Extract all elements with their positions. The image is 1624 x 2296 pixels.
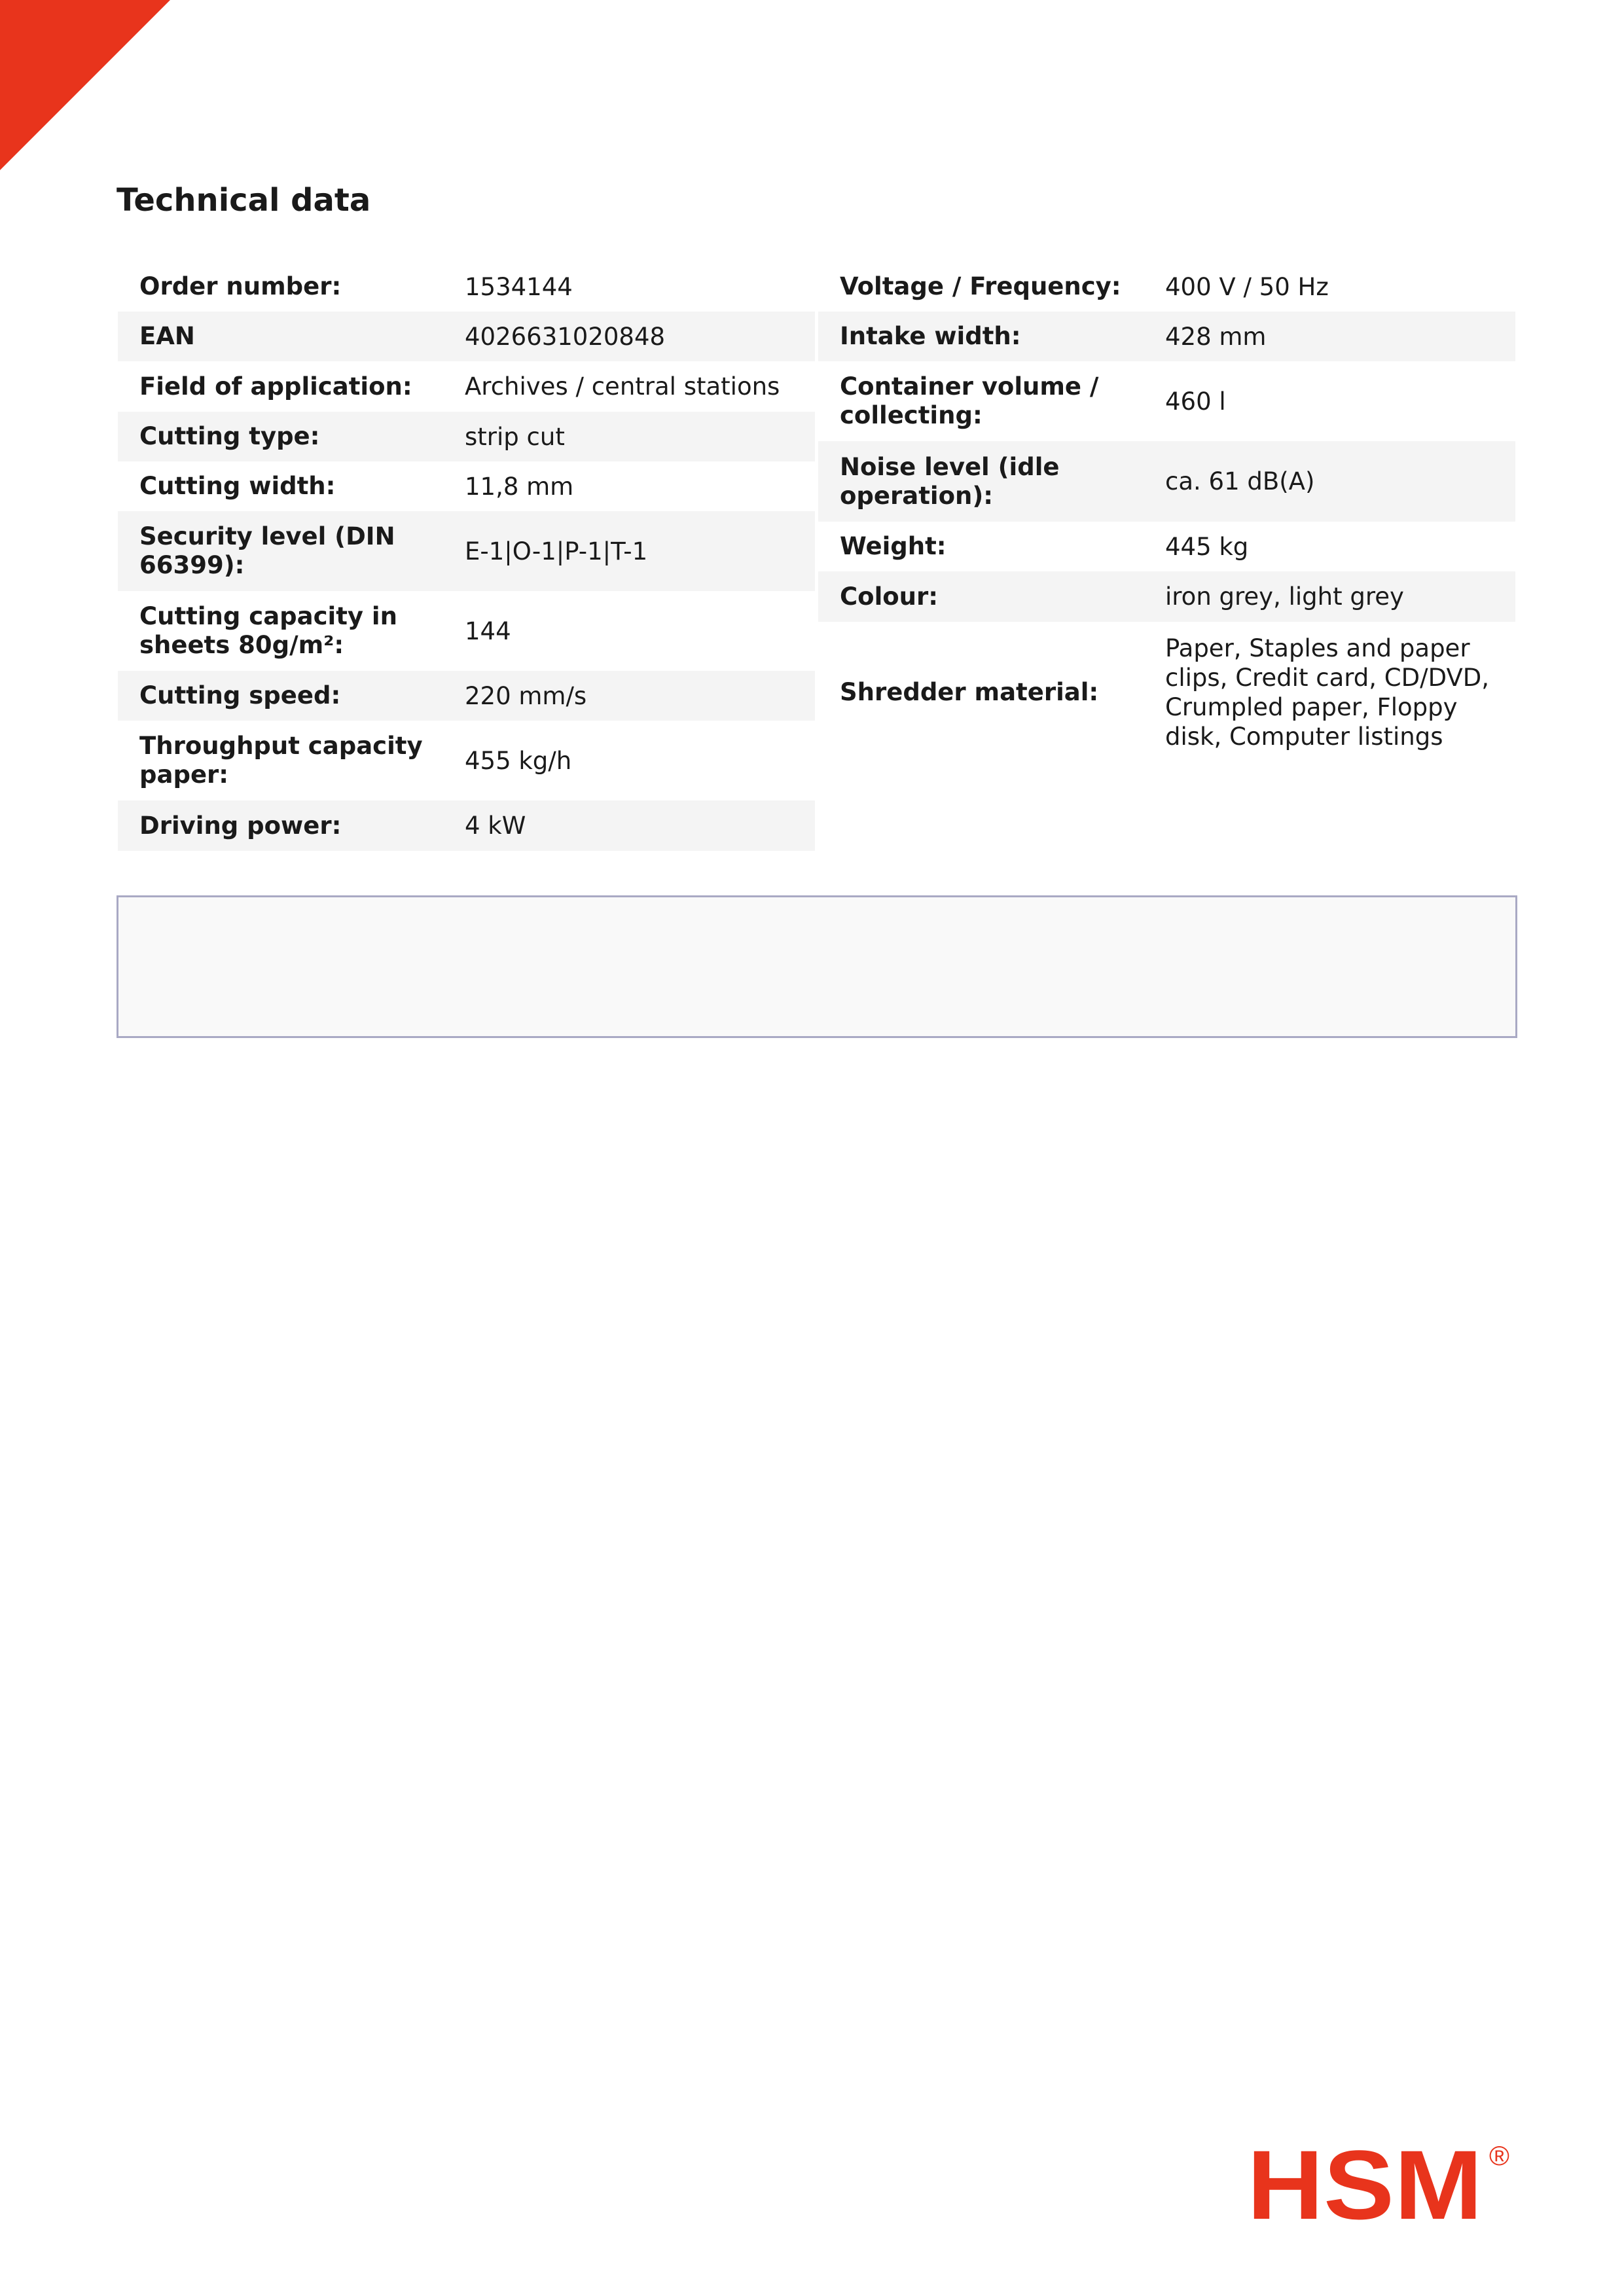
spec-label: Throughput capacity paper: (139, 732, 423, 789)
spec-label: Cutting type: (139, 422, 320, 450)
spec-row (118, 361, 815, 412)
spec-value: E-1|O-1|P-1|T-1 (465, 537, 648, 565)
spec-label: Order number: (139, 272, 342, 300)
spec-label: Intake width: (840, 322, 1021, 350)
spec-value: Paper, Staples and paper clips, Credit card, CD/DVD, Crumpled paper, Floppy disk, Computer listings (1165, 634, 1490, 751)
hsm-logo (1244, 2134, 1519, 2225)
spec-row (118, 671, 815, 721)
svg-text:HSM: HSM (1247, 2134, 1483, 2225)
spec-label: Voltage / Frequency: (840, 272, 1121, 300)
spec-value: 4 kW (465, 812, 526, 840)
spec-row (118, 412, 815, 461)
spec-row (818, 262, 1515, 312)
spec-value: 428 mm (1165, 322, 1267, 351)
spec-value: 11,8 mm (465, 472, 574, 501)
spec-label: Shredder material: (840, 677, 1099, 706)
spec-label: Security level (DIN 66399): (139, 522, 395, 579)
spec-row (818, 312, 1515, 361)
spec-value: ca. 61 dB(A) (1165, 467, 1315, 495)
spec-row (118, 312, 815, 361)
spec-value: 1534144 (465, 272, 573, 301)
spec-row (118, 800, 815, 851)
spec-table-right (818, 262, 1515, 762)
corner-accent (0, 0, 170, 170)
spec-row (118, 591, 815, 671)
spec-row (818, 361, 1515, 441)
spec-row (818, 571, 1515, 622)
spec-row (118, 511, 815, 591)
spec-label: Field of application: (139, 372, 412, 401)
spec-table-left (118, 262, 815, 851)
spec-label: Container volume / collecting: (840, 372, 1099, 429)
spec-label: Driving power: (139, 811, 342, 840)
spec-label: Noise level (idle operation): (840, 452, 1060, 510)
svg-text:®: ® (1489, 2140, 1509, 2171)
spec-value: iron grey, light grey (1165, 583, 1404, 611)
spec-label: Cutting capacity in sheets 80g/m²: (139, 602, 397, 659)
notes-box (117, 895, 1517, 1038)
spec-label: Colour: (840, 582, 939, 611)
spec-row (118, 262, 815, 312)
spec-row (118, 461, 815, 511)
page-title: Technical data (117, 182, 371, 219)
spec-row (118, 721, 815, 800)
spec-value: 445 kg (1165, 532, 1249, 561)
spec-value: 460 l (1165, 387, 1226, 416)
spec-label: Cutting speed: (139, 681, 341, 709)
spec-row (818, 622, 1515, 762)
spec-value: strip cut (465, 422, 565, 451)
spec-value: 4026631020848 (465, 322, 666, 351)
spec-value: 220 mm/s (465, 681, 587, 710)
spec-value: 400 V / 50 Hz (1165, 272, 1329, 301)
spec-value: Archives / central stations (465, 372, 780, 401)
spec-row (818, 441, 1515, 522)
spec-value: 144 (465, 617, 511, 645)
spec-label: Cutting width: (139, 472, 336, 500)
spec-label: Weight: (840, 532, 947, 560)
spec-row (818, 522, 1515, 571)
spec-label: EAN (139, 322, 195, 350)
spec-value: 455 kg/h (465, 746, 572, 775)
